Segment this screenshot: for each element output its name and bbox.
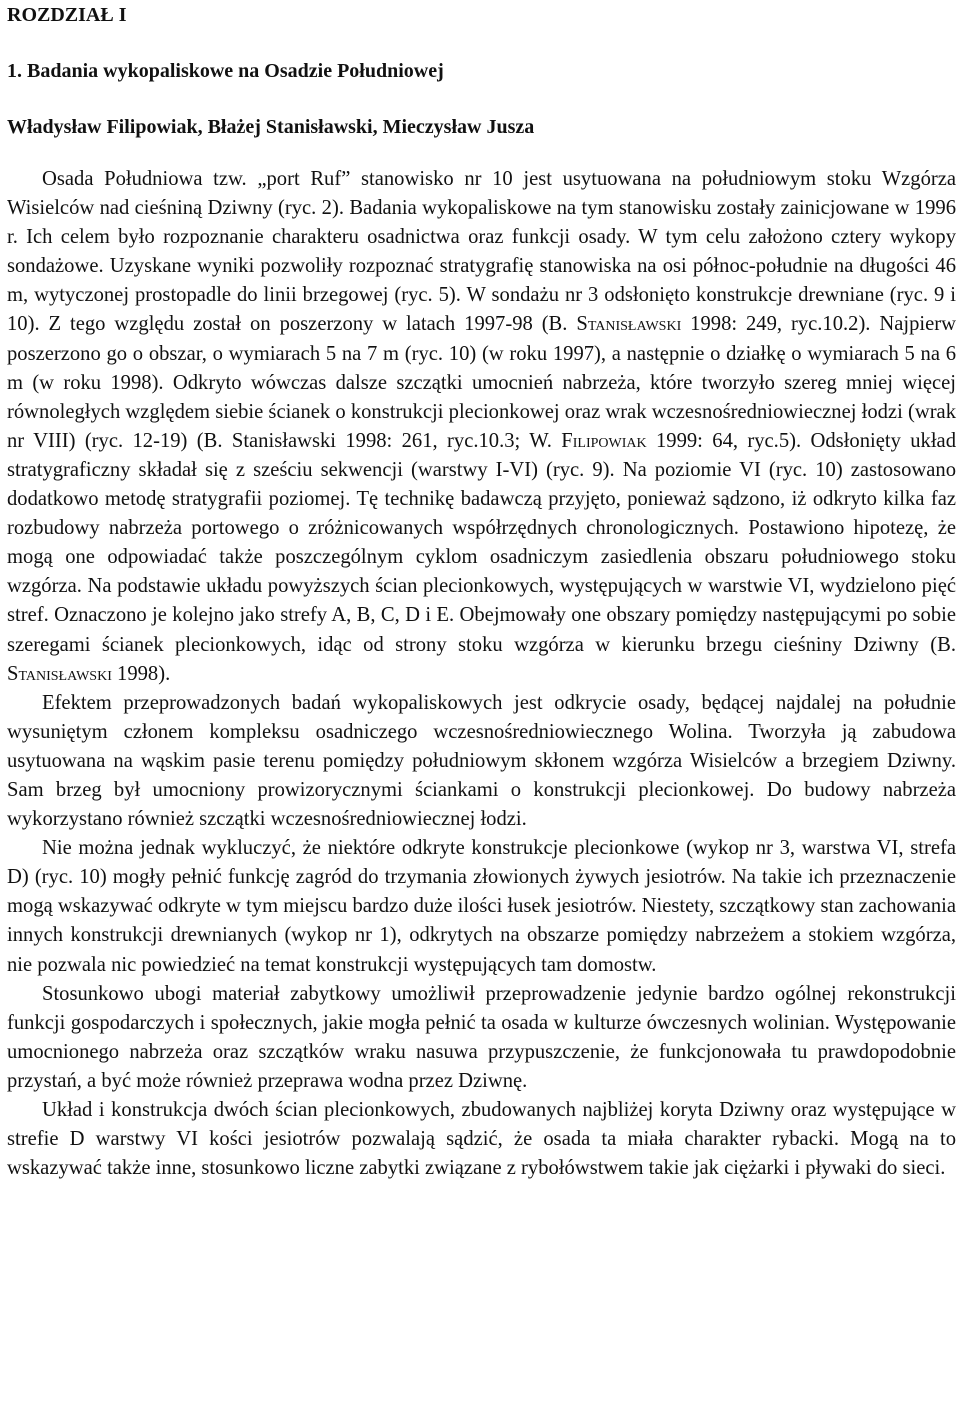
author-citation: Stanisławski bbox=[7, 662, 112, 685]
paragraph-2: Efektem przeprowadzonych badań wykopaliskowych jest odkrycie osady, będącej najdalej na południe wysuniętym członem kompleksu osadniczego wczesnośredniowiecznego Wolina. Tworzyła ją zabudowa usytuowana na wąskim pasie terenu pomiędzy południowym skłonem wzgórza Wisielców a brzegiem Dziwny. Sam brzeg był umocniony prowizorycznymi ściankami o konstrukcji plecionkowej. Do budowy nabrzeża wykorzystano również szczątki wczesnośredniowiecznej łodzi. bbox=[7, 691, 956, 831]
section-title: 1. Badania wykopaliskowe na Osadzie Południowej bbox=[7, 60, 444, 82]
authors-line: Władysław Filipowiak, Błażej Stanisławski, Mieczysław Jusza bbox=[7, 116, 535, 138]
paragraph-1 bbox=[7, 165, 956, 689]
paragraph-3: Nie można jednak wykluczyć, że niektóre odkryte konstrukcje plecionkowe (wykop nr 3, warstwa VI, strefa D) (ryc. 10) mogły pełnić funkcję zagród do trzymania złowionych żywych jesiotrów. Na takie ich przeznaczenie mogą wskazywać odkryte w tym miejscu bardzo duże ilości łusek jesiotrów. Niestety, szczątkowy stan zachowania innych konstrukcji drewnianych (wykop nr 1), odkrytych na obszarze pomiędzy nabrzeżem a stokiem wzgórza, nie pozwala nic powiedzieć na temat konstrukcji występujących tam domostw. bbox=[7, 837, 956, 976]
paragraph-5: Układ i konstrukcja dwóch ścian plecionkowych, zbudowanych najbliżej koryta Dziwny oraz występujące w strefie D warstwy VI kości jesiotrów pozwalają sądzić, że osada ta miała charakter rybacki. Mogą na to wskazywać także inne, stosunkowo liczne zabytki związane z rybołówstwem takie jak ciężarki i pływaki do sieci. bbox=[7, 1099, 956, 1180]
paragraph-1-text-d: 1998). bbox=[111, 662, 171, 685]
paragraph-1-text-a: Osada Południowa tzw. „port Ruf” stanowisko nr 10 jest usytuowana na południowym stoku Wzgórza Wisielców nad cieśniną Dziwny (ryc. 2). Badania wykopaliskowe na tym stanowisku zostały zainicjowane w 1996 r. Ich celem było rozpoznanie charakteru osadnictwa oraz funkcji osady. W tym celu założono cztery wykopy sondażowe. Uzyskane wyniki pozwoliły rozpoznać stratygrafię stanowiska na osi północ-południe na długości 46 m, wytyczonej prostopadle do linii brzegowej (ryc. 5). W sondażu nr 3 odsłonięto konstrukcje drewniane (ryc. 9 i 10). Z tego względu został on poszerzony w latach 1997-98 (B. bbox=[7, 168, 956, 336]
paragraph-1-text-b: 1998: 249, ryc.10.2). Najpierw poszerzono go o obszar, o wymiarach 5 na 7 m (ryc. 10) (w roku 1997), a następnie o działkę o wymiarach 5 na 6 m (w roku 1998). Odkryto wówczas dalsze szczątki umocnień nabrzeża, które tworzyło szereg mniej więcej równoległych względem siebie ścianek o konstrukcji plecionkowej oraz wrak wczesnośredniowiecznej łodzi (wrak nr VIII) (ryc. 12-19) (B. Stanisławski 1998: 261, ryc.10.3; W. bbox=[7, 313, 957, 452]
body-text bbox=[7, 165, 956, 1183]
author-citation: Stanisławski bbox=[576, 313, 682, 336]
chapter-heading: ROZDZIAŁ I bbox=[7, 4, 127, 26]
author-citation: Filipowiak bbox=[561, 429, 647, 452]
paragraph-4: Stosunkowo ubogi materiał zabytkowy umożliwił przeprowadzenie jedynie bardzo ogólnej rekonstrukcji funkcji gospodarczych i społecznych, jakie mogła pełnić ta osada w kulturze ówczesnych wolinian. Występowanie umocnionego nabrzeża oraz szczątków wraku nasuwa przypuszczenie, że funkcjonowała tu prawdopodobnie przystań, a być może również przeprawa wodna przez Dziwnę. bbox=[7, 982, 956, 1092]
paragraph-1-text-c: 1999: 64, ryc.5). Odsłonięty układ stratygraficzny składał się z sześciu sekwencji (warstwy I-VI) (ryc. 9). Na poziomie VI (ryc. 10) zastosowano dodatkowo metodę stratygrafii poziomej. Tę technikę badawczą przyjęto, ponieważ sądzono, iż odkryto kilka faz rozbudowy nabrzeża portowego o zróżnicowanych współrzędnych chronologicznych. Postawiono hipotezę, że mogą one odpowiadać także poszczególnym cyklom osadniczym zasiedlenia obszaru południowego stoku wzgórza. Na podstawie układu powyższych ścian plecionkowych, występujących w warstwie VI, wydzielono pięć stref. Oznaczono je kolejno jako strefy A, B, C, D i E. Obejmowały one obszary pomiędzy następującymi po sobie szeregami ścianek plecionkowych, idąc od strony stoku wzgórza w kierunku brzegu cieśniny Dziwny (B. bbox=[7, 429, 956, 656]
